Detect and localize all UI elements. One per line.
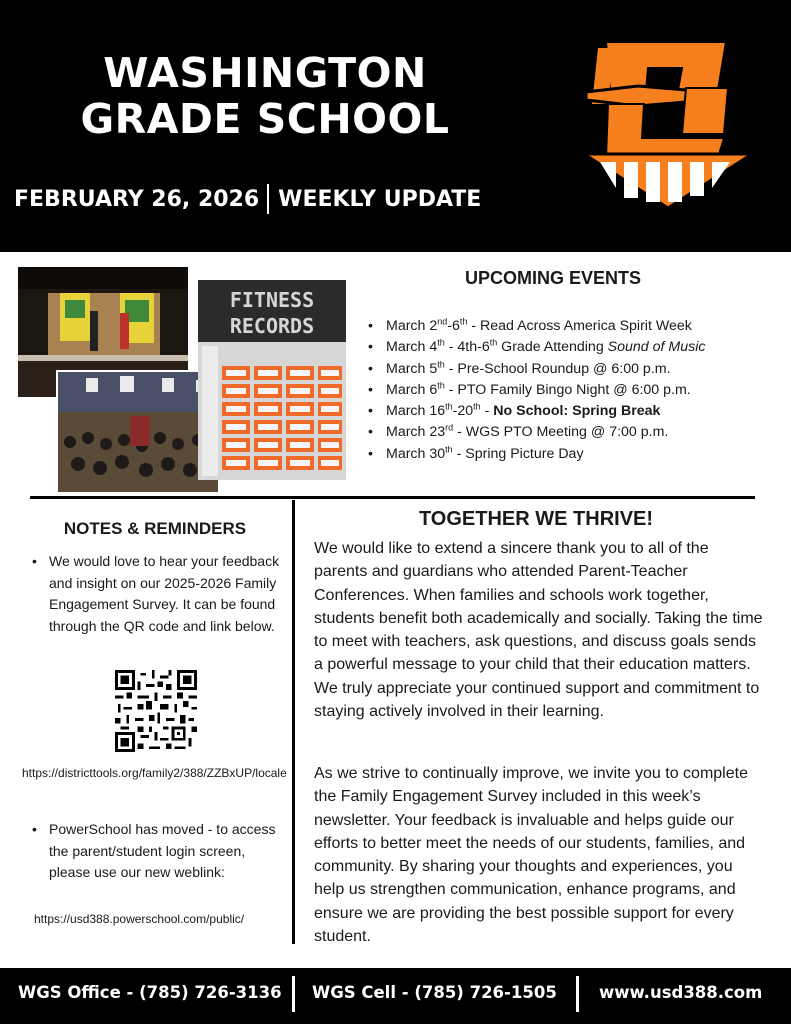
fitness-records-photo [198, 280, 346, 480]
school-name-line1: WASHINGTON [103, 49, 427, 97]
note-survey-text: We would love to hear your feedback and insight on our 2025-2026 Family Engagement Survey. It can be found through the QR code and link below. [49, 553, 280, 634]
school-name-line2: GRADE SCHOOL [80, 95, 450, 143]
upcoming-events-title: UPCOMING EVENTS [464, 268, 642, 288]
website-link[interactable]: www.usd388.com [599, 983, 763, 1002]
footer-separator [576, 976, 579, 1012]
event-item: • March 5th - Pre-School Roundup @ 6:00 p.m. [366, 359, 776, 380]
school-name [60, 50, 470, 142]
issue-date-line [14, 184, 481, 214]
event-item: • March 16th-20th - No School: Spring Break [366, 401, 776, 422]
event-item: • March 6th - PTO Family Bingo Night @ 6:00 p.m. [366, 380, 776, 401]
school-logo-icon [578, 42, 758, 210]
event-item: • March 30th - Spring Picture Day [366, 444, 776, 465]
note-survey [32, 551, 286, 637]
thrive-paragraph-1: We would like to extend a sincere thank you to all of the parents and guardians who attended Parent-Teacher Conferences. When families and schools work together, students benefit both academically and socially. Taking the time to meet with teachers, ask questions, and discuss goals sends a powerful message to your child that their education matters. We truly appreciate your continued support and commitment to staying actively involved in their learning. [314, 540, 763, 721]
event-item: • March 23rd - WGS PTO Meeting @ 7:00 p.m. [366, 422, 776, 443]
thrive-paragraph-2: As we strive to continually improve, we invite you to complete the Family Engagement Survey included in this week’s newsletter. Your feedback is invaluable and helps guide our efforts to better meet the needs of our students, families, and community. By sharing your thoughts and experiences, you help us strengthen communication, enhance programs, and ensure we are providing the best possible support for every student. [314, 765, 748, 946]
bullet: • [32, 553, 37, 569]
survey-link[interactable]: https://districttools.org/family2/388/ZZBxUP/locale [22, 766, 287, 780]
footer-separator [292, 976, 295, 1012]
section-divider [30, 496, 755, 499]
notes-title: NOTES & REMINDERS [63, 519, 247, 538]
powerschool-link[interactable]: https://usd388.powerschool.com/public/ [34, 912, 245, 926]
issue-subtitle: WEEKLY UPDATE [278, 186, 482, 212]
bullet: • [32, 821, 37, 837]
gym-assembly-photo [56, 370, 220, 494]
records-title-line1: FITNESS [229, 288, 315, 312]
event-item: • March 2nd-6th - Read Across America Spirit Week [366, 316, 776, 337]
note-powerschool-text: PowerSchool has moved - to access the parent/student login screen, please use our new weblink: [49, 821, 276, 880]
column-divider [292, 500, 295, 944]
footer-bar [0, 968, 791, 1024]
header-banner [0, 0, 791, 252]
event-item: • March 4th - 4th-6th Grade Attending Sound of Music [366, 337, 776, 358]
office-phone[interactable]: WGS Office - (785) 726-3136 [18, 983, 282, 1002]
note-powerschool [32, 819, 286, 884]
survey-qr-code-icon[interactable] [115, 670, 197, 752]
cell-phone[interactable]: WGS Cell - (785) 726-1505 [312, 983, 557, 1002]
date-separator [267, 184, 269, 214]
upcoming-events-list [366, 316, 776, 465]
thrive-title: TOGETHER WE THRIVE! [418, 508, 654, 530]
records-title-line2: RECORDS [229, 314, 315, 338]
issue-date: FEBRUARY 26, 2026 [14, 186, 260, 212]
